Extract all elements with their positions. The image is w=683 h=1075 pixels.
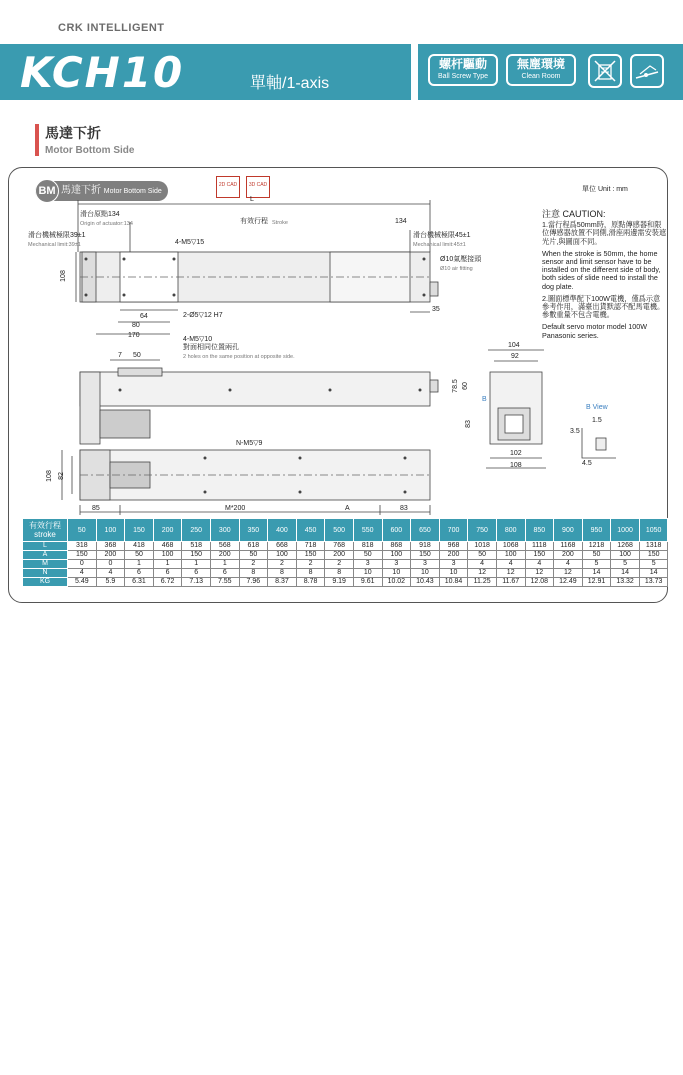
table-cell: 150 [68,551,97,560]
table-cell: 1268 [611,542,640,551]
table-cell: 4 [468,560,497,569]
motor-side [100,410,150,438]
table-cell: 12 [496,569,525,578]
mech-limit-left-en: Mechanical limit:39±1 [28,242,81,248]
table-cell: 1318 [639,542,668,551]
table-cell: 718 [296,542,325,551]
table-cell: 1 [182,560,211,569]
table-cell: 50 [239,551,268,560]
table-cell: 2 [296,560,325,569]
table-cell: 100 [268,551,297,560]
table-cell: 10 [353,569,382,578]
table-cell: 150 [296,551,325,560]
row-label: KG [23,578,68,587]
table-cell: 10 [439,569,468,578]
spec-table [22,518,668,587]
model-title: KCH10 [20,48,185,97]
table-cell: 4 [554,560,583,569]
table-cell: 6 [210,569,239,578]
dim-4-5: 4.5 [582,460,592,467]
table-cell: 3 [382,560,411,569]
table-cell: 50 [125,551,154,560]
dim-64: 64 [140,313,148,320]
table-header-row [23,519,668,542]
table-cell: 818 [353,542,382,551]
variant-en: Motor Bottom Side [103,188,162,195]
stroke-col-header: 950 [582,519,611,542]
stroke-col-header: 700 [439,519,468,542]
dim-78-5: 78.5 [451,379,459,393]
variant-code: BM [35,179,59,203]
axis-label: 單軸/1-axis [250,75,330,92]
dim-170: 170 [128,332,140,339]
table-cell: 468 [153,542,182,551]
table-row [23,560,668,569]
dim-60: 60 [461,382,469,390]
table-cell: 868 [382,542,411,551]
badge-en: Ball Screw Type [437,73,489,80]
stroke-header-cn: 有效行程 [29,521,61,530]
stroke-col-header: 600 [382,519,411,542]
stroke-col-header: 50 [68,519,97,542]
badge-cn: 螺杆驅動 [438,57,487,71]
row-label: N [23,569,68,578]
table-cell: 10.84 [439,578,468,587]
stroke-col-header: 1050 [639,519,668,542]
table-row [23,551,668,560]
table-cell: 10.02 [382,578,411,587]
table-cell: 14 [611,569,640,578]
caution-2-en: Default servo motor model 100W Panasonic series. [542,322,648,340]
table-cell: 8 [239,569,268,578]
table-cell: 2 [239,560,268,569]
stroke-col-header: 250 [182,519,211,542]
dim-108-bottom: 108 [45,470,53,482]
dim-108-end: 108 [510,462,522,469]
tapped-hole-top: 4-M5▽15 [175,239,205,246]
table-cell: 7.13 [182,578,211,587]
stroke-col-header: 900 [554,519,583,542]
row-label: M [23,560,68,569]
table-cell: 200 [554,551,583,560]
b-view-title: B View [586,404,608,411]
table-cell: 150 [182,551,211,560]
table-cell: 4 [525,560,554,569]
dim-134: 134 [395,218,407,225]
stroke-col-header: 750 [468,519,497,542]
table-cell: 150 [525,551,554,560]
stroke-col-header: 550 [353,519,382,542]
stroke-col-header: 150 [125,519,154,542]
table-cell: 7.96 [239,578,268,587]
table-cell: 2 [325,560,354,569]
table-cell: 200 [439,551,468,560]
dim-50: 50 [133,352,141,359]
table-cell: 6.31 [125,578,154,587]
table-cell: 150 [411,551,440,560]
table-cell: 10.43 [411,578,440,587]
table-cell: 968 [439,542,468,551]
dim-83-end: 83 [464,420,472,428]
table-cell: 10 [382,569,411,578]
tapped-hole-bottom: N-M5▽9 [236,440,263,447]
table-cell: 14 [639,569,668,578]
dim-92: 92 [511,353,519,360]
table-cell: 12 [525,569,554,578]
table-cell: 1118 [525,542,554,551]
table-cell: 8 [325,569,354,578]
table-cell: 10 [411,569,440,578]
stroke-col-header: 300 [210,519,239,542]
table-cell: 1218 [582,542,611,551]
stroke-col-header: 350 [239,519,268,542]
table-cell: 668 [268,542,297,551]
table-cell: 11.25 [468,578,497,587]
table-cell: 1018 [468,542,497,551]
stroke-header-en: stroke [34,530,56,539]
table-cell: 318 [68,542,97,551]
caution-1-en: When the stroke is 50mm, the home sensor and limit sensor have to be installed on the different side of body, both sides of slide need to install the dog plate. [542,248,661,291]
dim-80: 80 [132,322,140,329]
section-subtitle: Motor Bottom Side [45,145,135,156]
row-label: A [23,551,68,560]
table-cell: 13.32 [611,578,640,587]
air-fitting-cn: Ø10氣壓接頭 [440,256,482,263]
stroke-col-header: 100 [96,519,125,542]
table-cell: 50 [353,551,382,560]
table-cell: 6 [182,569,211,578]
table-cell: 5 [611,560,640,569]
table-cell: 1 [210,560,239,569]
table-cell: 8 [296,569,325,578]
table-cell: 12 [468,569,497,578]
stroke-header [23,519,68,542]
table-cell: 5.9 [96,578,125,587]
origin-label-en: Origin of actuator:134 [80,221,133,227]
stroke-col-header: 1000 [611,519,640,542]
section-title: 馬達下折 [45,125,101,141]
table-cell: 200 [325,551,354,560]
table-cell: 13.73 [639,578,668,587]
stroke-label-cn: 有效行程 [240,218,268,225]
row-label: L [23,542,68,551]
mech-limit-right-en: Mechanical limit:45±1 [413,242,466,248]
cad-2d-button[interactable]: 2D CAD [216,176,240,198]
tapped-hole-side: 4-M5▽10 [183,336,213,343]
table-cell: 3 [353,560,382,569]
table-cell: 5 [582,560,611,569]
table-cell: 368 [96,542,125,551]
table-cell: 12.49 [554,578,583,587]
table-cell: 5 [639,560,668,569]
pin-hole: 2-Ø5▽12 H7 [183,312,223,319]
dim-102: 102 [510,450,522,457]
table-cell: 3 [439,560,468,569]
table-cell: 918 [411,542,440,551]
table-cell: 9.19 [325,578,354,587]
origin-label-cn: 滑台原點134 [80,211,120,218]
stroke-col-header: 800 [496,519,525,542]
dim-85: 85 [92,505,100,512]
table-cell: 0 [68,560,97,569]
table-cell: 6 [125,569,154,578]
table-cell: 50 [582,551,611,560]
table-cell: 1 [153,560,182,569]
table-cell: 100 [153,551,182,560]
holes-note-en: 2 holes on the same position at opposite side. [183,354,295,360]
table-cell: 11.67 [496,578,525,587]
caution-2-cn: 2.圖面標準配下100W電機，僅爲示意參考作用，滿臺出貨默認不配馬電機。參數重量不包含電機。 [542,293,665,320]
table-cell: 9.61 [353,578,382,587]
stroke-col-header: 650 [411,519,440,542]
dim-1-5: 1.5 [592,417,602,424]
table-cell: 200 [96,551,125,560]
table-cell: 568 [210,542,239,551]
table-cell: 150 [639,551,668,560]
table-cell: 1068 [496,542,525,551]
table-cell: 200 [210,551,239,560]
dim-L: L [250,196,254,203]
table-cell: 518 [182,542,211,551]
table-cell: 8.78 [296,578,325,587]
table-cell: 3 [411,560,440,569]
holes-note-cn: 對面相同位置兩孔 [183,344,239,351]
dim-104: 104 [508,342,520,349]
badge-cn: 無塵環境 [516,57,565,71]
table-row [23,569,668,578]
stroke-col-header: 450 [296,519,325,542]
table-cell: 418 [125,542,154,551]
table-cell: 618 [239,542,268,551]
stroke-col-header: 200 [153,519,182,542]
table-cell: 1 [125,560,154,569]
dim-7: 7 [118,352,122,359]
stroke-col-header: 850 [525,519,554,542]
dim-83: 83 [400,505,408,512]
table-cell: 12.91 [582,578,611,587]
mech-limit-left-cn: 滑台機械極限39±1 [28,232,86,239]
table-cell: 8 [268,569,297,578]
table-cell: 4 [496,560,525,569]
table-cell: 768 [325,542,354,551]
b-view-marker: B [482,396,487,403]
caution-title: 注意 CAUTION: [542,209,606,219]
table-cell: 4 [68,569,97,578]
table-cell: 2 [268,560,297,569]
variant-cn: 馬達下折 [61,185,101,196]
table-row [23,542,668,551]
table-cell: 100 [382,551,411,560]
table-cell: 1168 [554,542,583,551]
cad-3d-button[interactable]: 3D CAD [246,176,270,198]
table-cell: 0 [96,560,125,569]
dim-A: A [345,505,350,512]
dim-m200: M*200 [225,505,246,512]
unit-label: 單位 Unit : mm [582,186,628,193]
table-cell: 100 [496,551,525,560]
table-cell: 100 [611,551,640,560]
stroke-col-header: 500 [325,519,354,542]
table-cell: 6 [153,569,182,578]
caution-1-cn: 1.當行程爲50mm時，原點傳感器和限位傳感器放置不同側,滑座兩邊需安裝遮光片,與圖面不同。 [542,220,667,246]
table-cell: 8.37 [268,578,297,587]
table-cell: 12 [554,569,583,578]
dim-35: 35 [432,306,440,313]
badge-en: Clean Room [521,73,561,80]
stroke-col-header: 400 [268,519,297,542]
dim-3-5: 3.5 [570,428,580,435]
table-cell: 7.55 [210,578,239,587]
dim-82: 82 [57,472,65,480]
table-cell: 5.49 [68,578,97,587]
actuator-body-side [80,372,430,406]
stroke-label-en: Stroke [272,220,288,226]
table-cell: 50 [468,551,497,560]
mech-limit-right-cn: 滑台機械極限45±1 [413,232,471,239]
air-fitting-en: Ø10 air fitting [440,266,473,272]
table-cell: 4 [96,569,125,578]
table-cell: 6.72 [153,578,182,587]
table-cell: 12.08 [525,578,554,587]
brand-name: CRK INTELLIGENT [58,22,165,34]
table-row [23,578,668,587]
dim-108-top: 108 [59,270,67,282]
table-cell: 14 [582,569,611,578]
